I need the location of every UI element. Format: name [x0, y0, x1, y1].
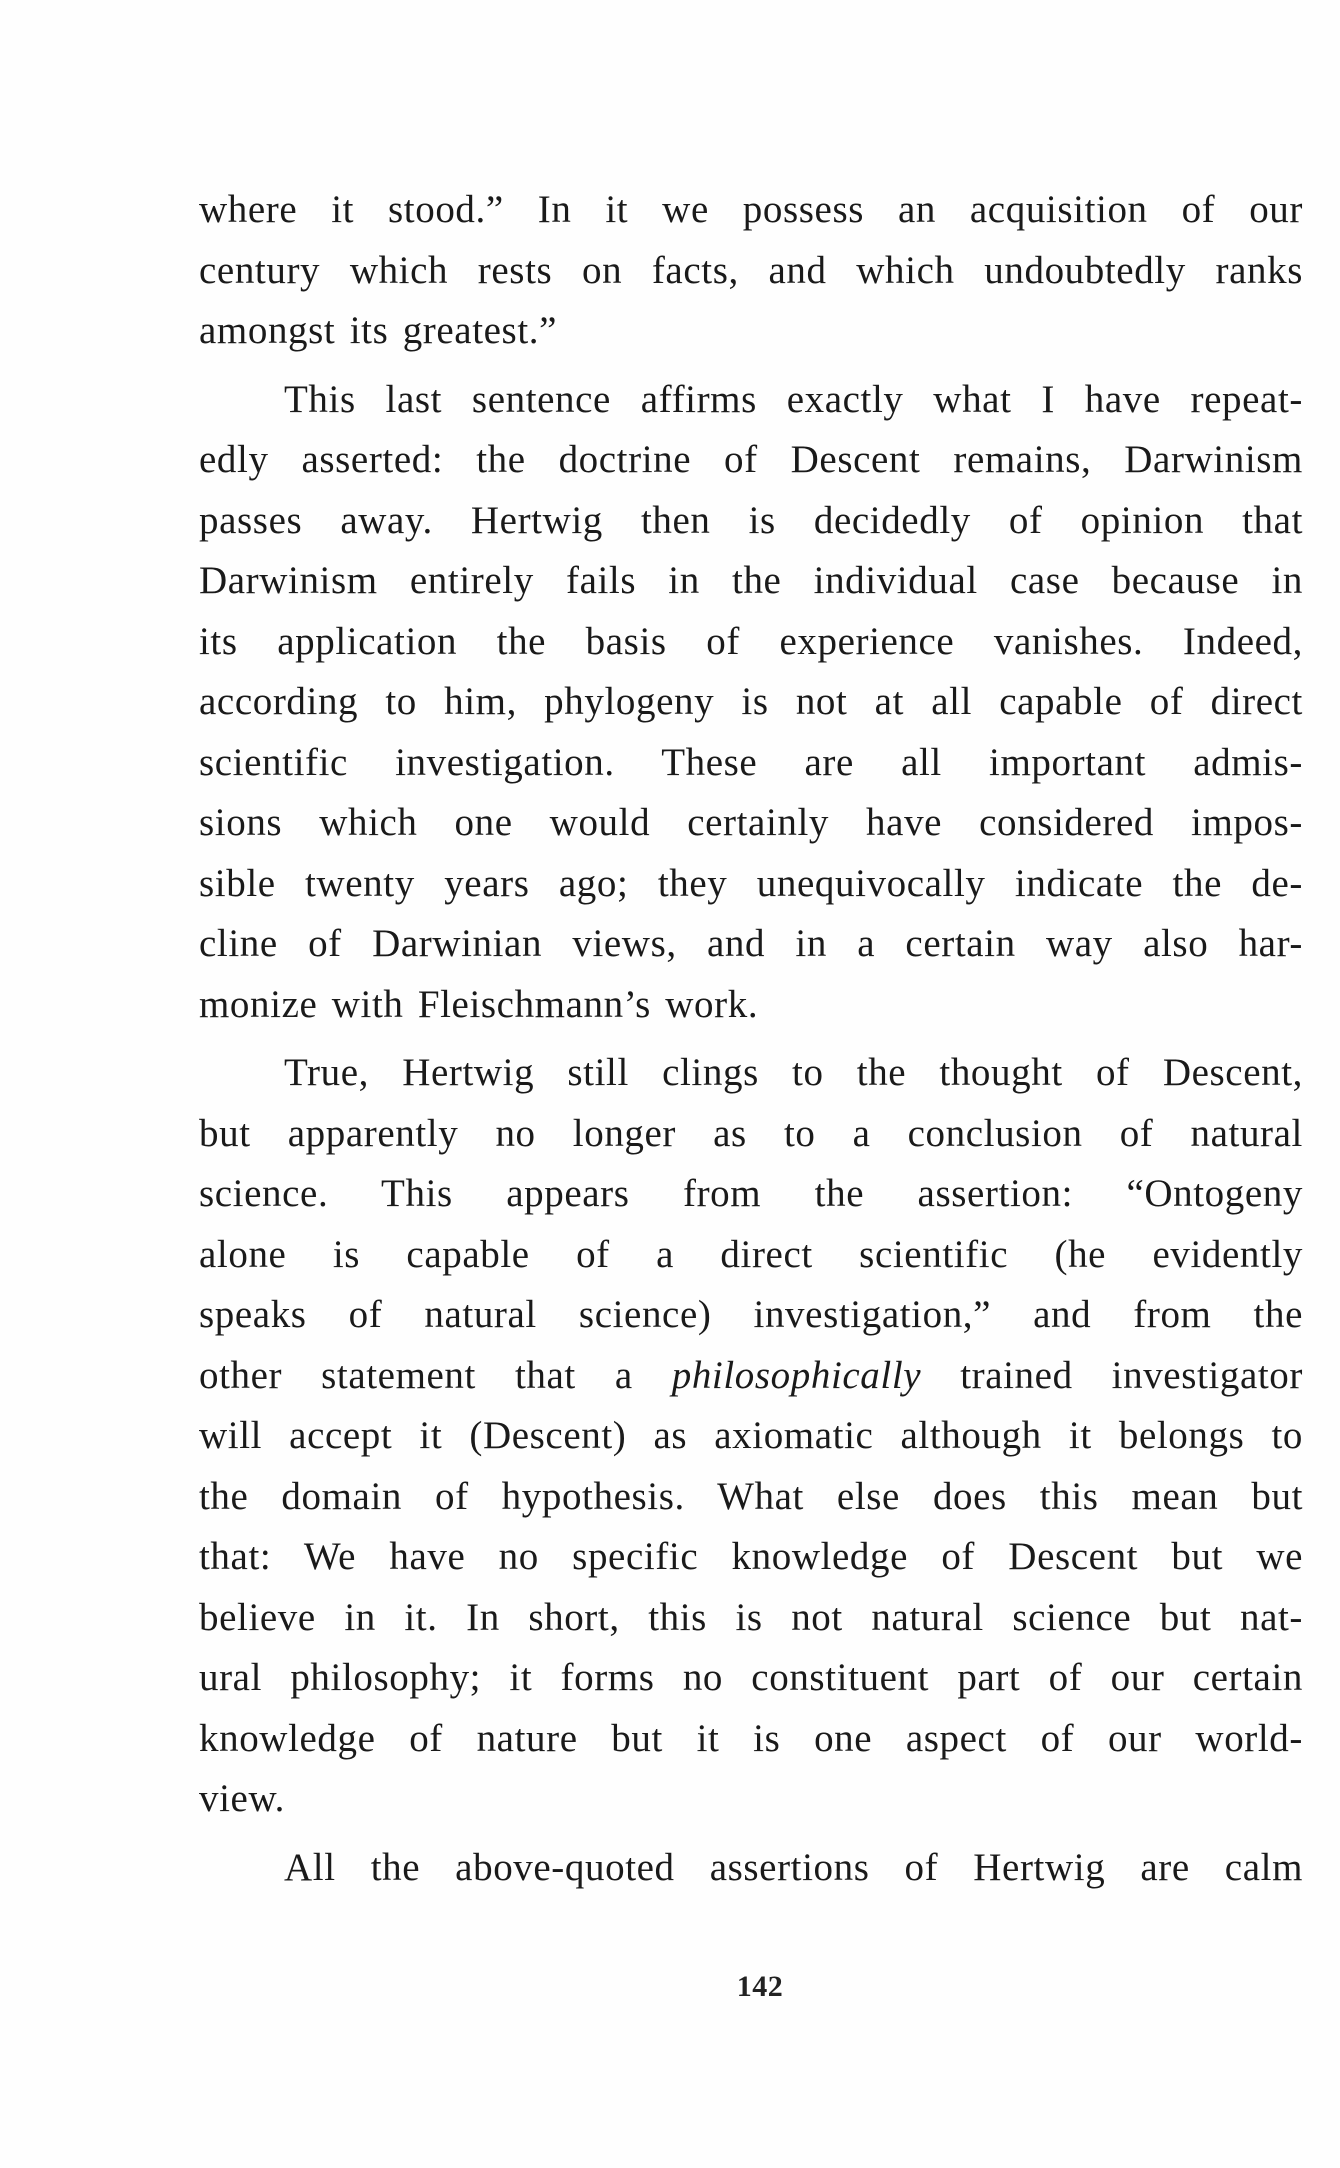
- text-line: speaks of natural science) investigation,” and from the: [199, 1293, 1303, 1336]
- text-line: This last sentence affirms exactly what I have repeat-: [284, 377, 1303, 421]
- paragraph-2: [199, 370, 1303, 1036]
- text-line: alone is capable of a direct scientific (he evidently: [199, 1232, 1303, 1276]
- text-line: edly asserted: the doctrine of Descent remains, Darwinism: [199, 438, 1303, 481]
- text-line: will accept it (Descent) as axiomatic although it belongs to: [199, 1414, 1303, 1457]
- text-line: scientific investigation. These are all important admis-: [199, 740, 1303, 784]
- text-line: sible twenty years ago; they unequivocally indicate the de-: [199, 861, 1303, 905]
- text-line: knowledge of nature but it is one aspect of our world-: [199, 1716, 1303, 1760]
- paragraph-3: [199, 1043, 1303, 1830]
- text-line: view.: [199, 1777, 286, 1820]
- text-line: monize with Fleischmann’s work.: [199, 982, 759, 1026]
- text-fragment: trained investigator: [921, 1353, 1303, 1397]
- text-line-with-emphasis: [199, 1346, 1303, 1407]
- page-number: 142: [736, 1970, 784, 2003]
- body-text: [199, 180, 1303, 1898]
- paragraph-1: [199, 180, 1303, 362]
- emphasized-word: philosophically: [671, 1353, 922, 1397]
- text-line: Darwinism entirely fails in the individual case because in: [199, 559, 1303, 602]
- text-line: that: We have no specific knowledge of Descent but we: [199, 1535, 1303, 1578]
- text-line: but apparently no longer as to a conclusion of natural: [199, 1111, 1303, 1155]
- text-line: True, Hertwig still clings to the thought of Descent,: [284, 1051, 1303, 1094]
- text-line: its application the basis of experience vanishes. Indeed,: [199, 619, 1303, 663]
- text-line: believe in it. In short, this is not natural science but nat-: [199, 1595, 1303, 1639]
- text-line: science. This appears from the assertion: “Ontogeny: [199, 1172, 1303, 1215]
- text-line: according to him, phylogeny is not at all capable of direct: [199, 680, 1303, 723]
- text-line: cline of Darwinian views, and in a certain way also har-: [199, 922, 1303, 965]
- text-fragment: other statement that a: [199, 1353, 672, 1397]
- text-line: passes away. Hertwig then is decidedly of opinion that: [199, 498, 1303, 542]
- paragraph-4: [199, 1838, 1303, 1899]
- text-line: the domain of hypothesis. What else does this mean but: [199, 1474, 1303, 1518]
- text-line: where it stood.” In it we possess an acquisition of our: [199, 188, 1303, 231]
- text-line: ural philosophy; it forms no constituent part of our certain: [199, 1656, 1303, 1699]
- text-line: sions which one would certainly have considered impos-: [199, 801, 1303, 844]
- text-line: amongst its greatest.”: [199, 309, 558, 352]
- text-line: century which rests on facts, and which undoubtedly ranks: [199, 248, 1303, 292]
- text-line: All the above-quoted assertions of Hertwig are calm: [284, 1845, 1303, 1889]
